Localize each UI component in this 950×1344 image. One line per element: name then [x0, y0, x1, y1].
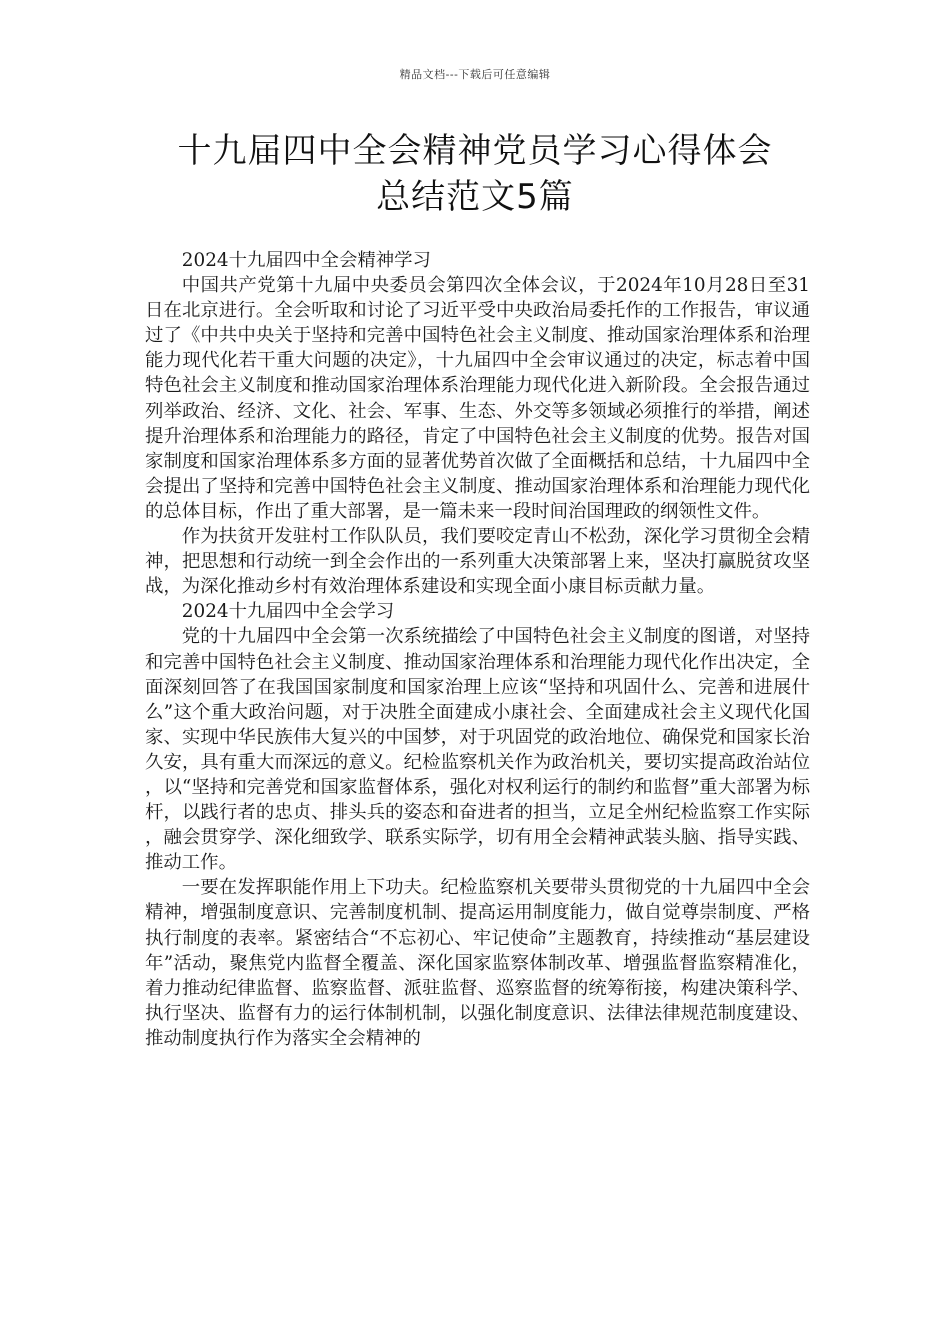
document-body	[145, 248, 810, 1051]
section-heading-2: 2024十九届四中全会学习	[181, 601, 395, 623]
paragraph: 中国共产党第十九届中央委员会第四次全体会议，于2024年10月28日至31日在北京进行。全会听取和讨论了习近平受中央政治局委托作的工作报告，审议通过了《中共中央关于坚持和完善中国特色社会主义制度、推动国家治理体系和治理能力现代化若干重大问题的决定》，十九届四中全会审议通过的决定，标志着中国特色社会主义制度和推动国家治理体系治理能力现代化进入新阶段。全会报告通过列举政治、经济、文化、社会、军事、生态、外交等多领域必须推行的举措，阐述提升治理体系和治理能力的路径，肯定了中国特色社会主义制度的优势。报告对国家制度和国家治理体系多方面的显著优势首次做了全面概括和总结，十九届四中全会提出了坚持和完善中国特色社会主义制度、推动国家治理体系和治理能力现代化的总体目标，作出了重大部署，是一篇未来一段时间治国理政的纲领性文件。	[145, 275, 810, 522]
header-note: 精品文档---下载后可任意编辑	[399, 68, 551, 81]
paragraph: 一要在发挥职能作用上下功夫。纪检监察机关要带头贯彻党的十九届四中全会精神，增强制度意识、完善制度机制、提高运用制度能力，做自觉尊崇制度、严格执行制度的表率。紧密结合“不忘初心、牢记使命”主题教育，持续推动“基层建设年”活动，聚焦党内监督全覆盖、深化国家监察体制改革、增强监督监察精准化，着力推动纪律监督、监察监督、派驻监督、巡察监督的统筹衔接，构建决策科学、执行坚决、监督有力的运行体制机制，以强化制度意识、法律法律规范制度建设、推动制度执行作为落实全会精神的	[145, 877, 810, 1049]
document-title	[100, 128, 850, 220]
title-line-2: 总结范文5篇	[376, 177, 574, 217]
paragraph: 作为扶贫开发驻村工作队队员，我们要咬定青山不松劲，深化学习贯彻全会精神，把思想和行动统一到全会作出的一系列重大决策部署上来，坚决打赢脱贫攻坚战，为深化推动乡村有效治理体系建设和实现全面小康目标贡献力量。	[145, 526, 810, 598]
paragraph: 党的十九届四中全会第一次系统描绘了中国特色社会主义制度的图谱，对坚持和完善中国特色社会主义制度、推动国家治理体系和治理能力现代化作出决定，全面深刻回答了在我国国家制度和国家治理上应该“坚持和巩固什么、完善和进展什么”这个重大政治问题，对于决胜全面建成小康社会、全面建成社会主义现代化国家、实现中华民族伟大复兴的中国梦，对于巩固党的政治地位、确保党和国家长治久安，具有重大而深远的意义。纪检监察机关作为政治机关，要切实提高政治站位，以“坚持和完善党和国家监督体系，强化对权利运行的制约和监督”重大部署为标杆，以践行者的忠贞、排头兵的姿态和奋进者的担当，立足全州纪检监察工作实际，融会贯穿学、深化细致学、联系实际学，切有用全会精神武装头脑、指导实践、推动工作。	[145, 626, 810, 874]
title-line-1: 十九届四中全会精神党员学习心得体会	[177, 131, 773, 171]
section-heading-1: 2024十九届四中全会精神学习	[181, 250, 431, 271]
